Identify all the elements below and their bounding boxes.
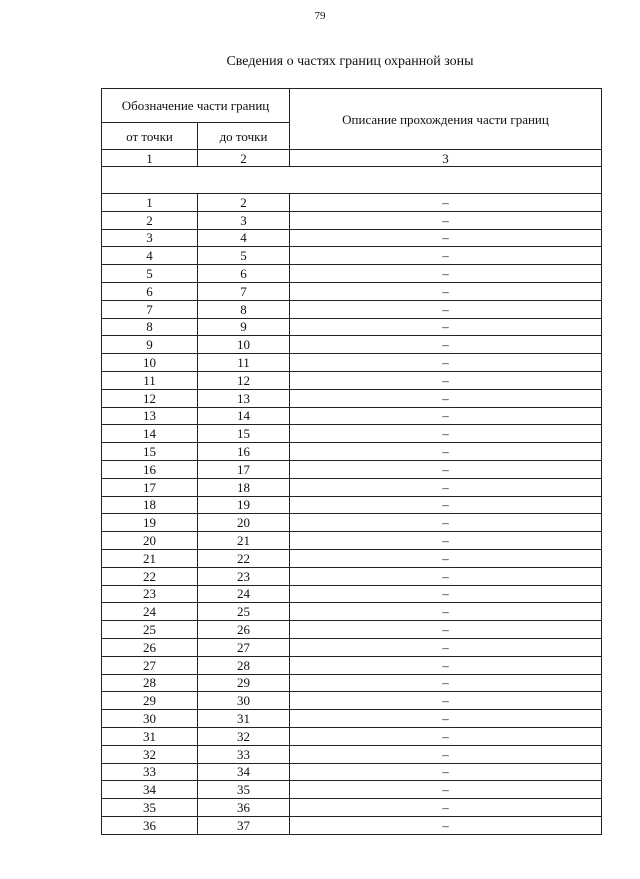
from-point-cell: 27 bbox=[102, 656, 198, 674]
section-spacer-row bbox=[102, 185, 602, 194]
header-boundary-part-designation: Обозначение части границ bbox=[102, 89, 290, 123]
table-row bbox=[102, 443, 602, 461]
description-cell: – bbox=[290, 407, 602, 425]
column-number: 1 bbox=[102, 150, 198, 167]
table-row bbox=[102, 336, 602, 354]
description-cell: – bbox=[290, 692, 602, 710]
description-cell: – bbox=[290, 603, 602, 621]
to-point-cell: 7 bbox=[198, 282, 290, 300]
header-to-point: до точки bbox=[198, 123, 290, 150]
to-point-cell: 13 bbox=[198, 389, 290, 407]
from-point-cell: 7 bbox=[102, 300, 198, 318]
description-cell: – bbox=[290, 745, 602, 763]
table-row bbox=[102, 549, 602, 567]
to-point-cell: 24 bbox=[198, 585, 290, 603]
description-cell: – bbox=[290, 389, 602, 407]
from-point-cell: 30 bbox=[102, 710, 198, 728]
from-point-cell: 25 bbox=[102, 621, 198, 639]
to-point-cell: 37 bbox=[198, 816, 290, 834]
table-row bbox=[102, 514, 602, 532]
table-row bbox=[102, 407, 602, 425]
table-row bbox=[102, 496, 602, 514]
from-point-cell: 18 bbox=[102, 496, 198, 514]
description-cell: – bbox=[290, 247, 602, 265]
column-number-row bbox=[102, 150, 602, 167]
table-row bbox=[102, 674, 602, 692]
table-row bbox=[102, 692, 602, 710]
from-point-cell: 13 bbox=[102, 407, 198, 425]
table-row bbox=[102, 460, 602, 478]
to-point-cell: 9 bbox=[198, 318, 290, 336]
description-cell: – bbox=[290, 354, 602, 372]
table-row bbox=[102, 247, 602, 265]
table-row bbox=[102, 727, 602, 745]
from-point-cell: 4 bbox=[102, 247, 198, 265]
header-description: Описание прохождения части границ bbox=[290, 89, 602, 150]
section-spacer-cell bbox=[102, 167, 602, 186]
from-point-cell: 22 bbox=[102, 567, 198, 585]
description-cell: – bbox=[290, 532, 602, 550]
table-row bbox=[102, 799, 602, 817]
table-row bbox=[102, 603, 602, 621]
table-row bbox=[102, 532, 602, 550]
from-point-cell: 8 bbox=[102, 318, 198, 336]
from-point-cell: 20 bbox=[102, 532, 198, 550]
description-cell: – bbox=[290, 318, 602, 336]
to-point-cell: 27 bbox=[198, 638, 290, 656]
to-point-cell: 2 bbox=[198, 194, 290, 212]
from-point-cell: 29 bbox=[102, 692, 198, 710]
description-cell: – bbox=[290, 799, 602, 817]
description-cell: – bbox=[290, 514, 602, 532]
from-point-cell: 15 bbox=[102, 443, 198, 461]
to-point-cell: 4 bbox=[198, 229, 290, 247]
table-row bbox=[102, 781, 602, 799]
table-row bbox=[102, 229, 602, 247]
document-title: Сведения о частях границ охранной зоны bbox=[226, 54, 474, 69]
description-cell: – bbox=[290, 282, 602, 300]
description-cell: – bbox=[290, 585, 602, 603]
to-point-cell: 30 bbox=[198, 692, 290, 710]
description-cell: – bbox=[290, 194, 602, 212]
table-row bbox=[102, 638, 602, 656]
to-point-cell: 21 bbox=[198, 532, 290, 550]
from-point-cell: 21 bbox=[102, 549, 198, 567]
from-point-cell: 9 bbox=[102, 336, 198, 354]
table-row bbox=[102, 354, 602, 372]
to-point-cell: 6 bbox=[198, 265, 290, 283]
to-point-cell: 28 bbox=[198, 656, 290, 674]
to-point-cell: 22 bbox=[198, 549, 290, 567]
table-row bbox=[102, 656, 602, 674]
from-point-cell: 32 bbox=[102, 745, 198, 763]
description-cell: – bbox=[290, 443, 602, 461]
description-cell: – bbox=[290, 229, 602, 247]
description-cell: – bbox=[290, 496, 602, 514]
from-point-cell: 3 bbox=[102, 229, 198, 247]
to-point-cell: 31 bbox=[198, 710, 290, 728]
to-point-cell: 10 bbox=[198, 336, 290, 354]
description-cell: – bbox=[290, 211, 602, 229]
to-point-cell: 25 bbox=[198, 603, 290, 621]
table-row bbox=[102, 371, 602, 389]
to-point-cell: 36 bbox=[198, 799, 290, 817]
to-point-cell: 17 bbox=[198, 460, 290, 478]
from-point-cell: 24 bbox=[102, 603, 198, 621]
from-point-cell: 1 bbox=[102, 194, 198, 212]
description-cell: – bbox=[290, 371, 602, 389]
from-point-cell: 19 bbox=[102, 514, 198, 532]
to-point-cell: 12 bbox=[198, 371, 290, 389]
description-cell: – bbox=[290, 710, 602, 728]
to-point-cell: 23 bbox=[198, 567, 290, 585]
from-point-cell: 26 bbox=[102, 638, 198, 656]
to-point-cell: 16 bbox=[198, 443, 290, 461]
column-number: 3 bbox=[290, 150, 602, 167]
description-cell: – bbox=[290, 567, 602, 585]
to-point-cell: 35 bbox=[198, 781, 290, 799]
description-cell: – bbox=[290, 763, 602, 781]
description-cell: – bbox=[290, 727, 602, 745]
to-point-cell: 26 bbox=[198, 621, 290, 639]
from-point-cell: 31 bbox=[102, 727, 198, 745]
description-cell: – bbox=[290, 621, 602, 639]
to-point-cell: 15 bbox=[198, 425, 290, 443]
from-point-cell: 11 bbox=[102, 371, 198, 389]
from-point-cell: 28 bbox=[102, 674, 198, 692]
from-point-cell: 16 bbox=[102, 460, 198, 478]
section-spacer-row bbox=[102, 167, 602, 186]
table-row bbox=[102, 282, 602, 300]
header-from-point: от точки bbox=[102, 123, 198, 150]
to-point-cell: 19 bbox=[198, 496, 290, 514]
to-point-cell: 20 bbox=[198, 514, 290, 532]
to-point-cell: 8 bbox=[198, 300, 290, 318]
from-point-cell: 34 bbox=[102, 781, 198, 799]
table-row bbox=[102, 621, 602, 639]
table-row bbox=[102, 745, 602, 763]
from-point-cell: 23 bbox=[102, 585, 198, 603]
to-point-cell: 18 bbox=[198, 478, 290, 496]
from-point-cell: 12 bbox=[102, 389, 198, 407]
table-row bbox=[102, 710, 602, 728]
to-point-cell: 11 bbox=[198, 354, 290, 372]
from-point-cell: 10 bbox=[102, 354, 198, 372]
table-row bbox=[102, 389, 602, 407]
description-cell: – bbox=[290, 656, 602, 674]
description-cell: – bbox=[290, 300, 602, 318]
table-row bbox=[102, 763, 602, 781]
from-point-cell: 6 bbox=[102, 282, 198, 300]
description-cell: – bbox=[290, 674, 602, 692]
description-cell: – bbox=[290, 425, 602, 443]
table-row bbox=[102, 194, 602, 212]
table-row bbox=[102, 478, 602, 496]
from-point-cell: 5 bbox=[102, 265, 198, 283]
page-number: 79 bbox=[314, 10, 326, 22]
from-point-cell: 35 bbox=[102, 799, 198, 817]
table-row bbox=[102, 265, 602, 283]
to-point-cell: 14 bbox=[198, 407, 290, 425]
from-point-cell: 14 bbox=[102, 425, 198, 443]
to-point-cell: 5 bbox=[198, 247, 290, 265]
table-row bbox=[102, 816, 602, 834]
to-point-cell: 29 bbox=[198, 674, 290, 692]
table-row bbox=[102, 318, 602, 336]
to-point-cell: 32 bbox=[198, 727, 290, 745]
description-cell: – bbox=[290, 460, 602, 478]
table-row bbox=[102, 567, 602, 585]
from-point-cell: 33 bbox=[102, 763, 198, 781]
description-cell: – bbox=[290, 265, 602, 283]
table-header-row bbox=[102, 89, 602, 123]
from-point-cell: 17 bbox=[102, 478, 198, 496]
from-point-cell: 36 bbox=[102, 816, 198, 834]
table-body bbox=[102, 89, 602, 835]
table-row bbox=[102, 300, 602, 318]
to-point-cell: 33 bbox=[198, 745, 290, 763]
table-row bbox=[102, 425, 602, 443]
description-cell: – bbox=[290, 336, 602, 354]
description-cell: – bbox=[290, 816, 602, 834]
table-row bbox=[102, 211, 602, 229]
description-cell: – bbox=[290, 638, 602, 656]
to-point-cell: 34 bbox=[198, 763, 290, 781]
description-cell: – bbox=[290, 549, 602, 567]
to-point-cell: 3 bbox=[198, 211, 290, 229]
section-spacer-cell bbox=[102, 185, 602, 194]
description-cell: – bbox=[290, 781, 602, 799]
boundary-parts-table bbox=[101, 88, 602, 835]
table-row bbox=[102, 585, 602, 603]
column-number: 2 bbox=[198, 150, 290, 167]
description-cell: – bbox=[290, 478, 602, 496]
from-point-cell: 2 bbox=[102, 211, 198, 229]
